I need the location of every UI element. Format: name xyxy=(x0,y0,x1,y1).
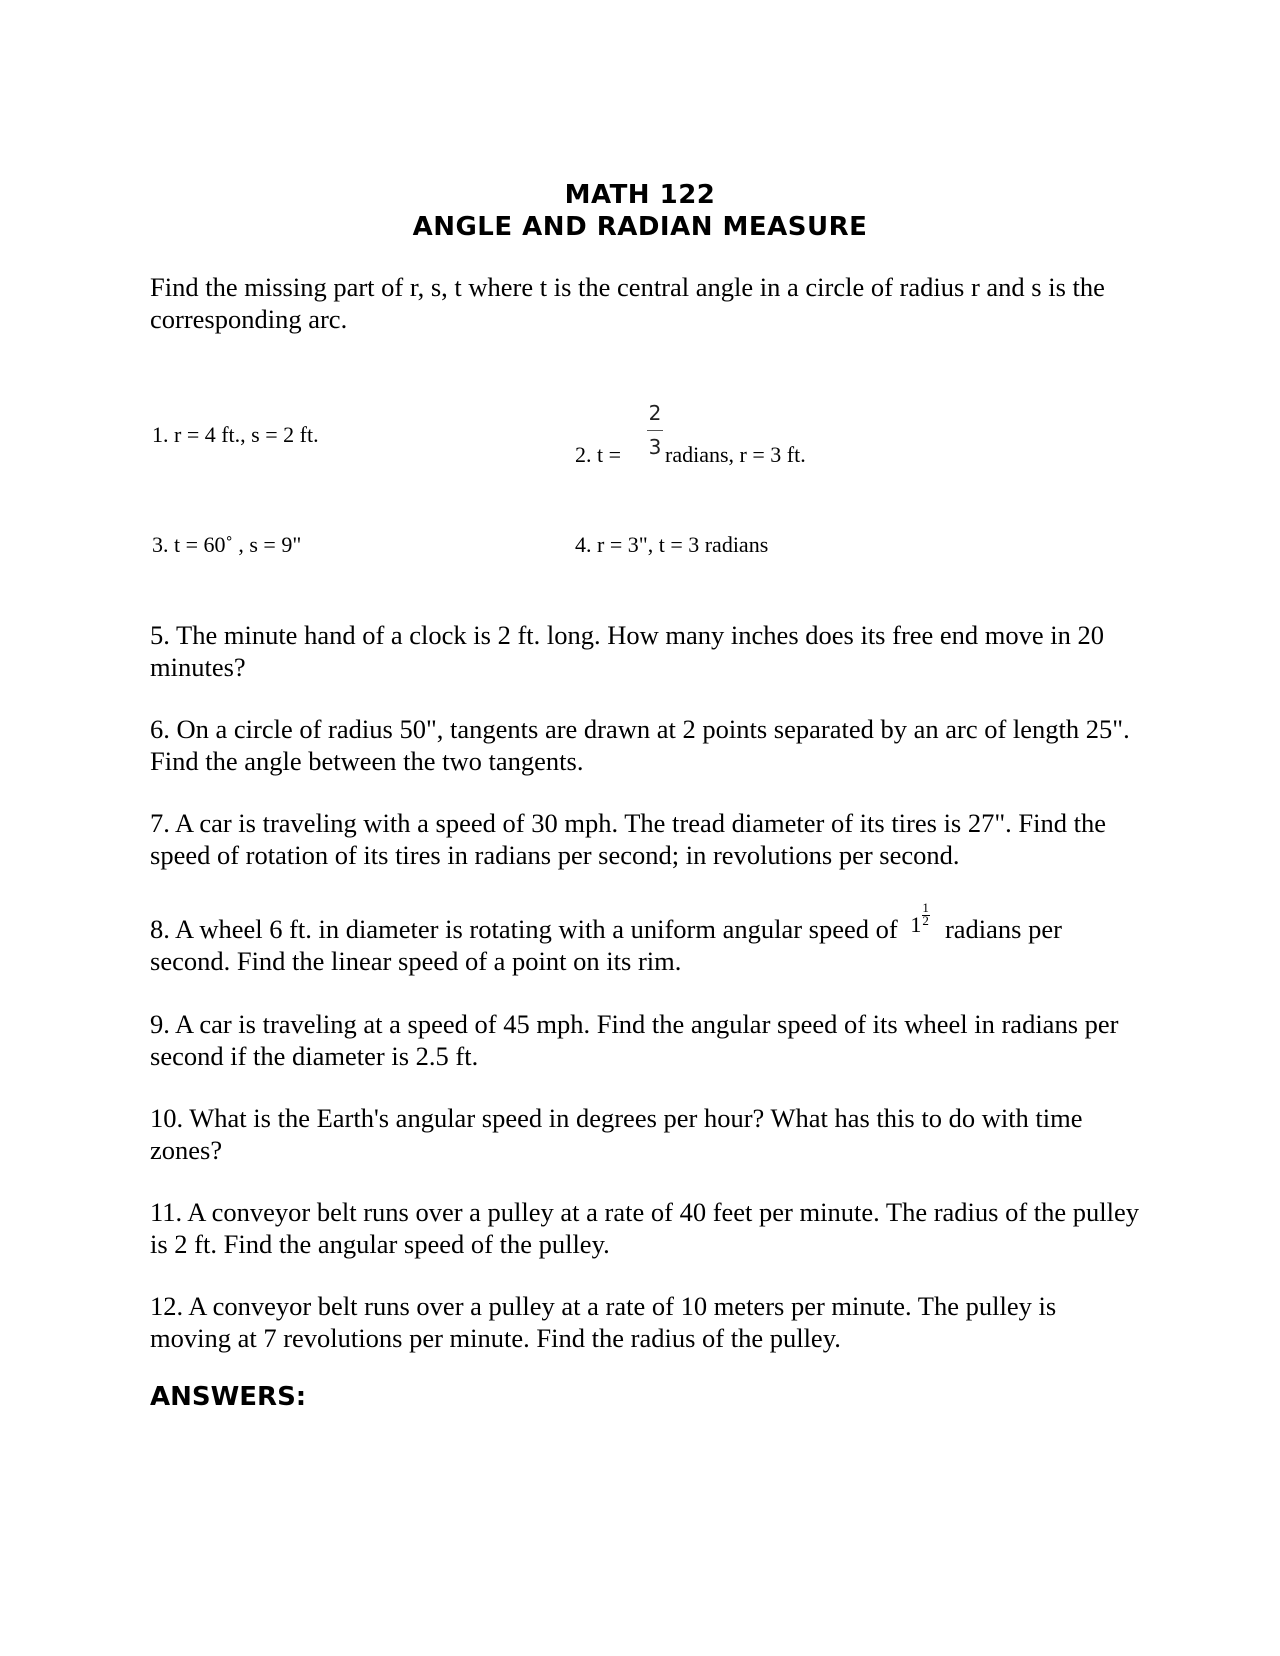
problem-9: 9. A car is traveling at a speed of 45 mph. Find the angular speed of its wheel in radians per second if the diameter is 2.5 ft. xyxy=(150,1009,1119,1071)
problem-5: 5. The minute hand of a clock is 2 ft. long. How many inches does its free end move in 20 minutes? xyxy=(150,620,1105,682)
instructions: Find the missing part of r, s, t where t is the central angle in a circle of radius r and s is the corresponding arc. xyxy=(150,272,1105,334)
problem-8-after: radians per second. Find the linear speed of a point on its rim. xyxy=(150,914,1062,976)
problem-10: 10. What is the Earth's angular speed in degrees per hour? What has this to do with time zones? xyxy=(150,1103,1083,1165)
problem-12: 12. A conveyor belt runs over a pulley at a rate of 10 meters per minute. The pulley is moving at 7 revolutions per minute. Find the radius of the pulley. xyxy=(150,1291,1057,1353)
mixed-denominator: 2 xyxy=(922,913,929,928)
problem-8-before: 8. A wheel 6 ft. in diameter is rotating with a uniform angular speed of xyxy=(150,914,905,944)
topic-title: ANGLE AND RADIAN MEASURE xyxy=(412,212,868,242)
problem-7: 7. A car is traveling with a speed of 30 mph. The tread diameter of its tires is 27". Find the speed of rotation of its tires in radians per second; in revolutions per second. xyxy=(150,808,1107,870)
fraction-denominator: 3 xyxy=(648,435,662,459)
mixed-number xyxy=(904,900,938,939)
problem-1: 1. r = 4 ft., s = 2 ft. xyxy=(152,422,319,447)
mixed-whole: 1 xyxy=(910,912,922,937)
problem-4: 4. r = 3", t = 3 radians xyxy=(575,532,769,557)
problem-11: 11. A conveyor belt runs over a pulley at a rate of 40 feet per minute. The radius of the pulley is 2 ft. Find the angular speed of the pulley. xyxy=(150,1197,1140,1259)
mixed-numerator: 1 xyxy=(922,900,929,915)
problem-2-suffix: radians, r = 3 ft. xyxy=(665,442,806,467)
problem-8 xyxy=(150,900,1140,977)
course-title: MATH 122 xyxy=(564,180,716,210)
problem-6: 6. On a circle of radius 50", tangents are drawn at 2 points separated by an arc of length 25". Find the angle between the two tangents. xyxy=(150,714,1130,776)
problem-2-prefix: 2. t = xyxy=(575,442,622,467)
answers-heading: ANSWERS: xyxy=(150,1382,307,1412)
fraction-numerator: 2 xyxy=(648,401,662,425)
problem-3: 3. t = 60˚ , s = 9" xyxy=(152,532,302,557)
fraction-bar xyxy=(647,430,663,431)
